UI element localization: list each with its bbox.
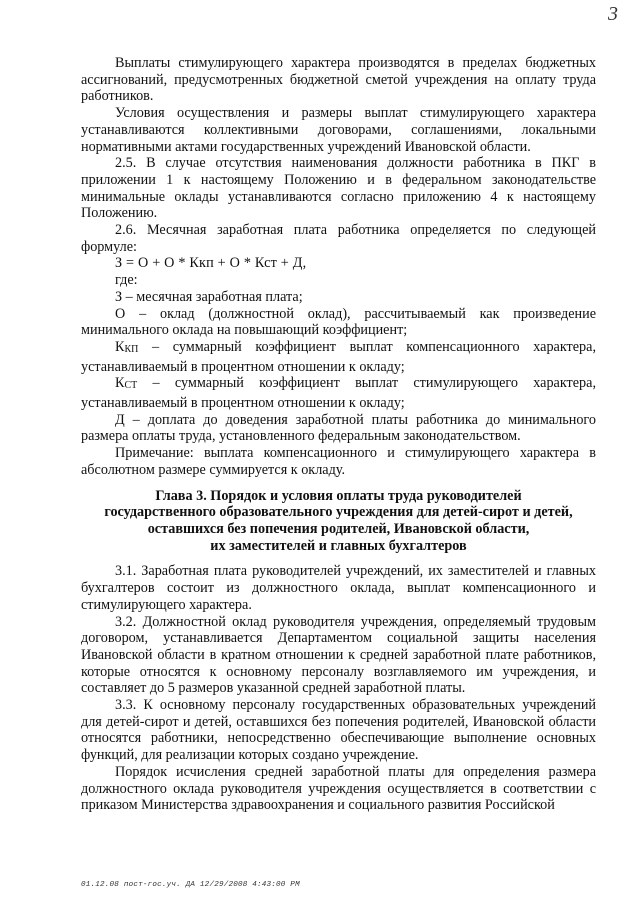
salary-formula: З = О + О * Ккп + О * Кст + Д, xyxy=(115,255,307,272)
kst-text: – суммарный коэффициент выплат стимулирующего характера, устанавливаемый в процентном отношении к окладу; xyxy=(81,375,596,412)
definition-d: Д – доплата до доведения заработной платы работника до минимального размера оплаты труда, установленного федеральным законодательством. xyxy=(81,411,596,445)
footer-file-info: 01.12.08 пост-гос.уч. ДА 12/29/2008 4:43:00 PM xyxy=(81,881,300,889)
document-body xyxy=(81,55,596,814)
chapter-3-heading-line-3: оставшихся без попечения родителей, Ивановской области, xyxy=(147,520,530,537)
paragraph-stimulating-payments: Выплаты стимулирующего характера производятся в пределах бюджетных ассигнований, предусмотренных бюджетной сметой учреждения на оплату труда работников. xyxy=(81,55,596,105)
definition-o: О – оклад (должностной оклад), рассчитываемый как произведение минимального оклада на повышающий коэффициент; xyxy=(81,305,596,339)
definition-kst xyxy=(81,375,596,411)
kkp-symbol: К xyxy=(115,338,125,355)
paragraph-3-2: 3.2. Должностной оклад руководителя учреждения, определяемый трудовым договором, устанавливается Департаментом социальной защиты населения Ивановской области в кратном отношении к средней заработной плате работников, которые относятся к основному персоналу возглавляемого им учреждения, и составляет до 5 размеров указанной средней заработной платы. xyxy=(81,613,596,697)
page-number: 3 xyxy=(608,3,618,25)
chapter-3-heading-line-1: Глава 3. Порядок и условия оплаты труда руководителей xyxy=(155,487,522,504)
kst-subscript: СТ xyxy=(124,380,138,392)
paragraph-3-1: 3.1. Заработная плата руководителей учреждений, их заместителей и главных бухгалтеров состоит из должностного оклада, выплат компенсационного и стимулирующего характера. xyxy=(81,563,596,613)
formula-where: где: xyxy=(115,272,138,289)
chapter-3-heading-line-2: государственного образовательного учреждения для детей-сирот и детей, xyxy=(104,504,573,521)
definition-kkp xyxy=(81,339,596,375)
paragraph-average-salary: Порядок исчисления средней заработной платы для определения размера должностного оклада руководителя учреждения осуществляется в соответствии с приказом Министерства здравоохранения и социального развития Российской xyxy=(81,763,596,814)
chapter-3-heading-line-4: их заместителей и главных бухгалтеров xyxy=(210,537,467,554)
kkp-subscript: КП xyxy=(124,343,139,355)
paragraph-2-5: 2.5. В случае отсутствия наименования должности работника в ПКГ в приложении 1 к настоящему Положению и в федеральном законодательстве минимальные оклады устанавливаются согласно приложению 4 к настоящему Положению. xyxy=(81,155,596,222)
paragraph-2-6: 2.6. Месячная заработная плата работника определяется по следующей формуле: xyxy=(81,222,596,255)
kst-symbol: К xyxy=(115,375,125,392)
paragraph-note: Примечание: выплата компенсационного и стимулирующего характера в абсолютном размере суммируется к окладу. xyxy=(81,445,596,478)
kkp-text: – суммарный коэффициент выплат компенсационного характера, устанавливаемый в процентном отношении к окладу; xyxy=(81,338,596,375)
paragraph-conditions: Условия осуществления и размеры выплат стимулирующего характера устанавливаются коллективными договорами, соглашениями, локальными нормативными актами государственных учреждений Ивановской области. xyxy=(81,105,596,155)
chapter-3-heading xyxy=(81,488,596,555)
definition-z: З – месячная заработная плата; xyxy=(115,288,303,305)
paragraph-3-3: 3.3. К основному персоналу государственных образовательных учреждений для детей-сирот и детей, оставшихся без попечения родителей, Ивановской области относятся работники, непосредственно обеспечивающие выполнение основных функций, для реализации которых создано учреждение. xyxy=(81,697,596,764)
